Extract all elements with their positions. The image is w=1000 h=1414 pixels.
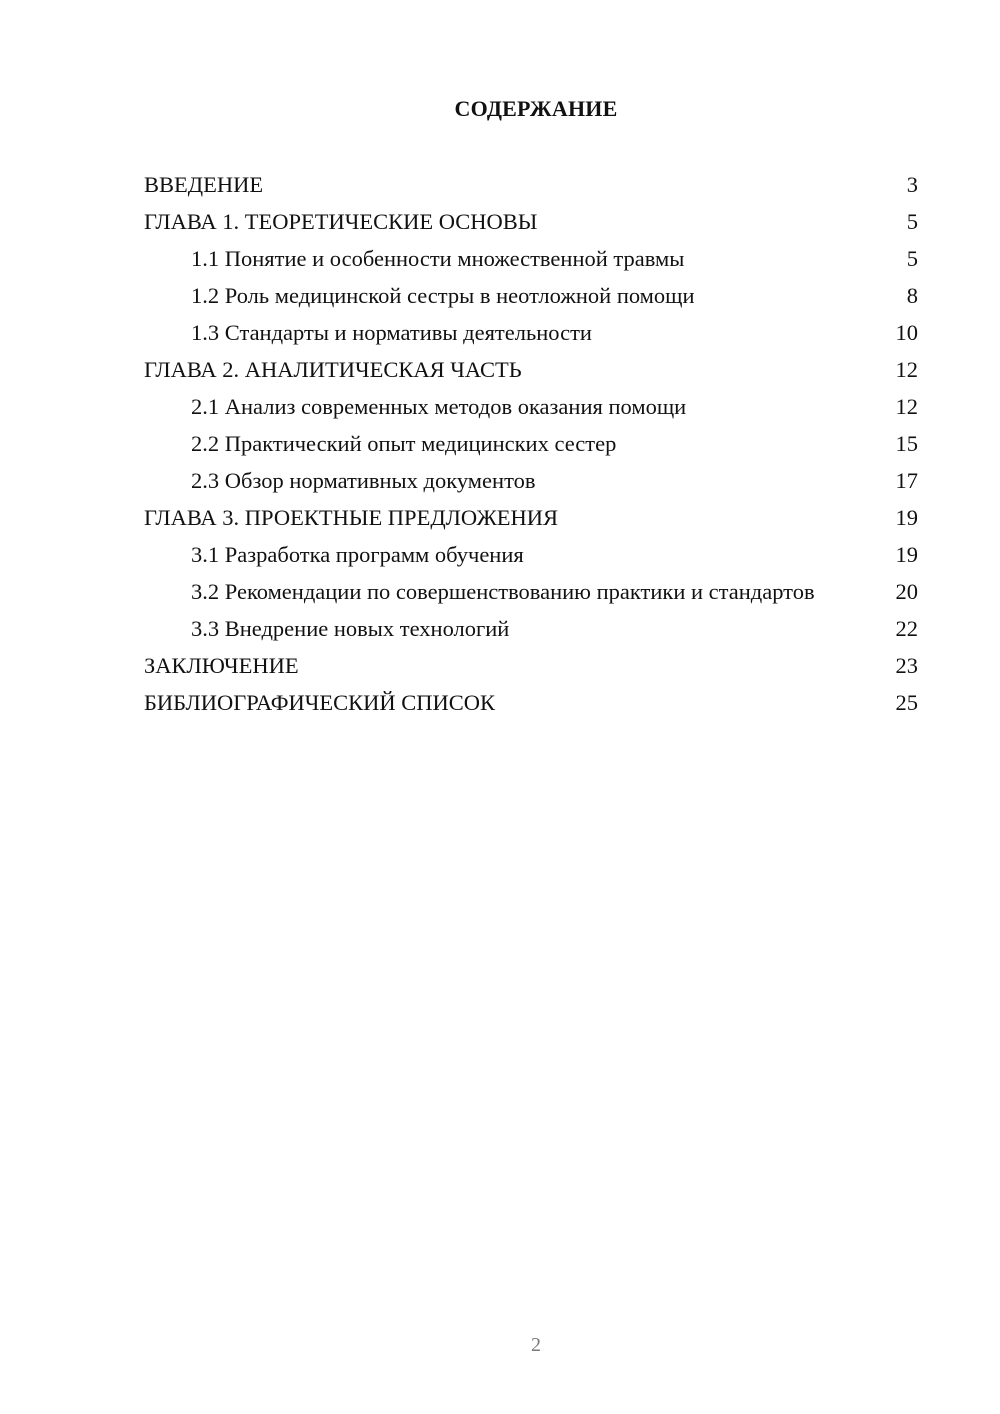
toc-entry-chapter-2[interactable] bbox=[144, 351, 918, 388]
toc-entry-page: 20 bbox=[895, 579, 918, 604]
toc-entry-section-1-1[interactable] bbox=[144, 240, 918, 277]
table-of-contents bbox=[144, 166, 918, 721]
toc-entry-label: ГЛАВА 1. ТЕОРЕТИЧЕСКИЕ ОСНОВЫ bbox=[144, 209, 538, 234]
toc-entry-label: 3.2 Рекомендации по совершенствованию практики и стандартов bbox=[191, 579, 815, 604]
toc-entry-page: 17 bbox=[895, 468, 918, 493]
toc-entry-page: 8 bbox=[906, 283, 918, 308]
toc-entry-chapter-3[interactable] bbox=[144, 499, 918, 536]
page-number: 2 bbox=[531, 1334, 541, 1356]
toc-entry-label: ЗАКЛЮЧЕНИЕ bbox=[144, 653, 299, 678]
toc-entry-page: 15 bbox=[895, 431, 918, 456]
toc-entry-chapter-1[interactable] bbox=[144, 203, 918, 240]
toc-entry-label: 3.1 Разработка программ обучения bbox=[191, 542, 524, 567]
toc-entry-page: 19 bbox=[895, 542, 918, 567]
toc-entry-label: ГЛАВА 3. ПРОЕКТНЫЕ ПРЕДЛОЖЕНИЯ bbox=[144, 505, 559, 530]
toc-entry-section-2-1[interactable] bbox=[144, 388, 918, 425]
toc-entry-label: 1.3 Стандарты и нормативы деятельности bbox=[191, 320, 592, 345]
toc-entry-label: БИБЛИОГРАФИЧЕСКИЙ СПИСОК bbox=[144, 690, 496, 715]
toc-entry-page: 19 bbox=[895, 505, 918, 530]
toc-entry-introduction[interactable] bbox=[144, 166, 918, 203]
toc-entry-conclusion[interactable] bbox=[144, 647, 918, 684]
toc-entry-label: ГЛАВА 2. АНАЛИТИЧЕСКАЯ ЧАСТЬ bbox=[144, 357, 522, 382]
toc-entry-section-2-3[interactable] bbox=[144, 462, 918, 499]
toc-entry-label: 2.2 Практический опыт медицинских сестер bbox=[191, 431, 617, 456]
toc-entry-section-3-2[interactable] bbox=[144, 573, 918, 610]
toc-entry-label: ВВЕДЕНИЕ bbox=[144, 172, 264, 197]
toc-entry-section-1-3[interactable] bbox=[144, 314, 918, 351]
toc-entry-page: 12 bbox=[895, 394, 918, 419]
toc-entry-section-2-2[interactable] bbox=[144, 425, 918, 462]
toc-entry-label: 1.1 Понятие и особенности множественной травмы bbox=[191, 246, 685, 271]
toc-entry-bibliography[interactable] bbox=[144, 684, 918, 721]
toc-entry-page: 23 bbox=[895, 653, 918, 678]
toc-entry-page: 5 bbox=[906, 209, 918, 234]
toc-entry-section-1-2[interactable] bbox=[144, 277, 918, 314]
toc-entry-label: 2.1 Анализ современных методов оказания помощи bbox=[191, 394, 687, 419]
toc-entry-label: 3.3 Внедрение новых технологий bbox=[191, 616, 510, 641]
toc-entry-page: 10 bbox=[895, 320, 918, 345]
toc-entry-page: 25 bbox=[895, 690, 918, 715]
toc-entry-page: 22 bbox=[895, 616, 918, 641]
toc-entry-page: 3 bbox=[906, 172, 918, 197]
toc-entry-section-3-1[interactable] bbox=[144, 536, 918, 573]
toc-entry-label: 2.3 Обзор нормативных документов bbox=[191, 468, 536, 493]
page-title: СОДЕРЖАНИЕ bbox=[454, 96, 618, 121]
toc-entry-page: 5 bbox=[906, 246, 918, 271]
toc-entry-page: 12 bbox=[895, 357, 918, 382]
toc-entry-label: 1.2 Роль медицинской сестры в неотложной помощи bbox=[191, 283, 695, 308]
toc-entry-section-3-3[interactable] bbox=[144, 610, 918, 647]
